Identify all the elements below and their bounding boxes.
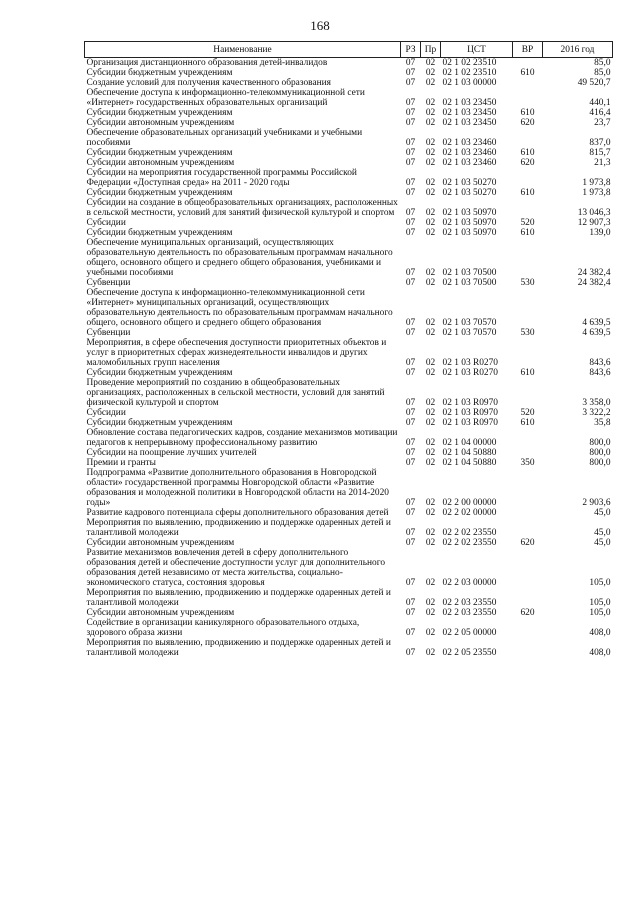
row-pr: 02 <box>425 608 436 618</box>
row-rz: 07 <box>405 648 416 658</box>
budget-table <box>84 41 613 658</box>
table-row <box>85 168 613 188</box>
row-name: Субсидии на мероприятия государственной программы Российской Федерации «Доступная среда» на 2011 - 2020 годы <box>86 168 357 188</box>
row-cst: 02 1 03 23460 <box>442 148 497 158</box>
row-vr: 530 <box>520 278 535 288</box>
table-row <box>85 328 613 338</box>
row-amount: 12 907,3 <box>577 218 611 228</box>
row-vr: 620 <box>520 158 535 168</box>
row-rz: 07 <box>405 108 416 118</box>
row-pr: 02 <box>425 278 436 288</box>
row-pr: 02 <box>425 508 436 518</box>
row-amount: 843,6 <box>589 368 611 378</box>
row-rz: 07 <box>405 228 416 238</box>
column-header-rz: РЗ <box>401 42 421 58</box>
row-pr: 02 <box>425 438 436 448</box>
row-cst: 02 1 03 R0970 <box>442 398 498 408</box>
table-row <box>85 468 613 508</box>
row-cst: 02 1 03 R0970 <box>442 408 498 418</box>
row-name: Субвенции <box>86 328 131 338</box>
row-cst: 02 1 03 50270 <box>442 178 497 188</box>
row-cst: 02 1 03 00000 <box>442 78 497 88</box>
row-name: Субсидии <box>86 408 126 418</box>
row-pr: 02 <box>425 68 436 78</box>
table-row <box>85 228 613 238</box>
row-name: Субсидии бюджетным учреждениям <box>86 368 233 378</box>
row-name: Организация дистанционного образования детей-инвалидов <box>86 58 328 68</box>
row-cst: 02 1 04 50880 <box>442 458 497 468</box>
table-row <box>85 378 613 408</box>
row-cst: 02 2 02 23550 <box>442 528 497 538</box>
row-name: Обеспечение образовательных организаций учебниками и учебными пособиями <box>86 128 363 148</box>
table-row <box>85 368 613 378</box>
row-vr <box>513 618 543 638</box>
row-pr: 02 <box>425 148 436 158</box>
row-cst: 02 1 03 23460 <box>442 138 497 148</box>
table-row <box>85 218 613 228</box>
row-name: Премии и гранты <box>86 458 156 468</box>
row-pr: 02 <box>425 118 436 128</box>
row-amount: 1 973,8 <box>582 178 611 188</box>
row-vr <box>513 58 543 69</box>
row-cst: 02 2 02 00000 <box>442 508 497 518</box>
row-pr: 02 <box>425 538 436 548</box>
row-pr: 02 <box>425 598 436 608</box>
row-amount: 139,0 <box>589 228 611 238</box>
row-amount: 45,0 <box>594 538 611 548</box>
row-rz: 07 <box>405 528 416 538</box>
table-row <box>85 78 613 88</box>
row-pr: 02 <box>425 228 436 238</box>
row-vr <box>513 468 543 508</box>
row-vr <box>513 428 543 448</box>
row-vr: 620 <box>520 538 535 548</box>
table-row <box>85 238 613 278</box>
row-name: Субсидии бюджетным учреждениям <box>86 188 233 198</box>
row-vr <box>513 508 543 518</box>
page-number: 168 <box>310 18 330 33</box>
row-rz: 07 <box>405 208 416 218</box>
table-row <box>85 148 613 158</box>
row-name: Субсидии автономным учреждениям <box>86 608 235 618</box>
row-amount: 800,0 <box>589 448 611 458</box>
row-cst: 02 1 03 70570 <box>442 318 497 328</box>
row-cst: 02 2 05 00000 <box>442 628 497 638</box>
row-pr: 02 <box>425 368 436 378</box>
row-vr: 620 <box>520 118 535 128</box>
row-amount: 45,0 <box>594 508 611 518</box>
row-name: Субвенции <box>86 278 131 288</box>
row-rz: 07 <box>405 628 416 638</box>
row-amount: 105,0 <box>589 598 611 608</box>
row-cst: 02 1 03 23450 <box>442 108 497 118</box>
row-pr: 02 <box>425 328 436 338</box>
row-pr: 02 <box>425 268 436 278</box>
row-name: Обеспечение доступа к информационно-телекоммуникационной сети «Интернет» государственных образовательных организаций <box>86 88 365 108</box>
column-header-vr: ВР <box>513 42 543 58</box>
row-cst: 02 1 04 00000 <box>442 438 497 448</box>
table-row <box>85 68 613 78</box>
table-row <box>85 548 613 588</box>
row-pr: 02 <box>425 458 436 468</box>
row-rz: 07 <box>405 178 416 188</box>
row-cst: 02 1 03 R0270 <box>442 368 498 378</box>
row-amount: 1 973,8 <box>582 188 611 198</box>
table-header-row <box>85 42 613 58</box>
row-cst: 02 2 03 23550 <box>442 608 497 618</box>
row-amount: 105,0 <box>589 578 611 588</box>
row-pr: 02 <box>425 398 436 408</box>
row-vr <box>513 168 543 188</box>
row-pr: 02 <box>425 178 436 188</box>
table-row <box>85 158 613 168</box>
row-amount: 408,0 <box>589 648 611 658</box>
row-pr: 02 <box>425 628 436 638</box>
row-name: Субсидии бюджетным учреждениям <box>86 68 233 78</box>
row-cst: 02 1 03 23450 <box>442 98 497 108</box>
row-amount: 24 382,4 <box>577 278 611 288</box>
row-rz: 07 <box>405 498 416 508</box>
row-name: Проведение мероприятий по созданию в общеобразовательных организациях, расположенных в сельской местности, условий для занятий физической культурой и спортом <box>86 378 385 408</box>
table-row <box>85 408 613 418</box>
row-amount: 416,4 <box>589 108 611 118</box>
row-cst: 02 1 03 70500 <box>442 268 497 278</box>
row-pr: 02 <box>425 648 436 658</box>
row-name: Субсидии бюджетным учреждениям <box>86 418 233 428</box>
row-vr: 610 <box>520 68 535 78</box>
table-row <box>85 188 613 198</box>
row-amount: 23,7 <box>594 118 611 128</box>
column-header-name: Наименование <box>85 42 401 58</box>
row-rz: 07 <box>405 268 416 278</box>
row-rz: 07 <box>405 368 416 378</box>
row-name: Субсидии бюджетным учреждениям <box>86 148 233 158</box>
row-rz: 07 <box>405 578 416 588</box>
table-row <box>85 588 613 608</box>
row-vr: 610 <box>520 418 535 428</box>
table-row <box>85 638 613 658</box>
row-vr <box>513 338 543 368</box>
row-cst: 02 1 03 23450 <box>442 118 497 128</box>
row-rz: 07 <box>405 158 416 168</box>
row-pr: 02 <box>425 408 436 418</box>
row-amount: 4 639,5 <box>582 318 611 328</box>
row-amount: 800,0 <box>589 438 611 448</box>
row-cst: 02 2 03 00000 <box>442 578 497 588</box>
row-cst: 02 1 03 50970 <box>442 218 497 228</box>
row-amount: 105,0 <box>589 608 611 618</box>
row-name: Субсидии на создание в общеобразовательных организациях, расположенных в сельской местности, условий для занятий физической культурой и спортом <box>86 198 398 218</box>
row-rz: 07 <box>405 138 416 148</box>
row-cst: 02 1 03 70570 <box>442 328 497 338</box>
row-name: Субсидии на поощрение лучших учителей <box>86 448 257 458</box>
row-cst: 02 1 03 R0970 <box>442 418 498 428</box>
row-name: Мероприятия по выявлению, продвижению и поддержке одаренных детей и талантливой молодежи <box>86 588 391 608</box>
row-cst: 02 2 03 23550 <box>442 598 497 608</box>
table-row <box>85 118 613 128</box>
row-amount: 24 382,4 <box>577 268 611 278</box>
row-vr: 610 <box>520 108 535 118</box>
row-vr: 610 <box>520 368 535 378</box>
row-rz: 07 <box>405 508 416 518</box>
row-pr: 02 <box>425 58 436 68</box>
row-amount: 35,8 <box>594 418 611 428</box>
row-rz: 07 <box>405 58 416 68</box>
row-rz: 07 <box>405 398 416 408</box>
table-body <box>85 58 613 659</box>
row-name: Мероприятия по выявлению, продвижению и поддержке одаренных детей и талантливой молодежи <box>86 518 391 538</box>
row-rz: 07 <box>405 98 416 108</box>
row-rz: 07 <box>405 68 416 78</box>
row-rz: 07 <box>405 358 416 368</box>
row-rz: 07 <box>405 328 416 338</box>
row-rz: 07 <box>405 408 416 418</box>
row-cst: 02 1 03 R0270 <box>442 358 498 368</box>
table-row <box>85 288 613 328</box>
row-pr: 02 <box>425 98 436 108</box>
row-pr: 02 <box>425 138 436 148</box>
row-cst: 02 1 02 23510 <box>442 68 497 78</box>
table-row <box>85 518 613 538</box>
row-name: Субсидии <box>86 218 126 228</box>
row-amount: 85,0 <box>594 68 611 78</box>
table-row <box>85 128 613 148</box>
table-row <box>85 198 613 218</box>
row-name: Мероприятия по выявлению, продвижению и поддержке одаренных детей и талантливой молодежи <box>86 638 391 658</box>
row-cst: 02 2 02 23550 <box>442 538 497 548</box>
row-rz: 07 <box>405 598 416 608</box>
row-cst: 02 2 00 00000 <box>442 498 497 508</box>
row-vr <box>513 378 543 408</box>
row-vr: 520 <box>520 218 535 228</box>
row-name: Мероприятия, в сфере обеспечения доступности приоритетных объектов и услуг в приоритетных сферах жизнедеятельности инвалидов и других маломобильных групп населения <box>86 338 387 368</box>
row-pr: 02 <box>425 158 436 168</box>
table-row <box>85 428 613 448</box>
row-vr: 520 <box>520 408 535 418</box>
row-amount: 4 639,5 <box>582 328 611 338</box>
row-rz: 07 <box>405 458 416 468</box>
table-row <box>85 418 613 428</box>
table-row <box>85 458 613 468</box>
row-rz: 07 <box>405 418 416 428</box>
row-name: Развитие кадрового потенциала сферы дополнительного образования детей <box>86 508 389 518</box>
row-amount: 2 903,6 <box>582 498 611 508</box>
row-pr: 02 <box>425 578 436 588</box>
row-pr: 02 <box>425 208 436 218</box>
row-pr: 02 <box>425 108 436 118</box>
row-pr: 02 <box>425 448 436 458</box>
row-amount: 440,1 <box>589 98 611 108</box>
column-header-pr: Пр <box>421 42 441 58</box>
table-row <box>85 108 613 118</box>
row-pr: 02 <box>425 318 436 328</box>
row-cst: 02 1 02 23510 <box>442 58 497 68</box>
row-amount: 45,0 <box>594 528 611 538</box>
row-vr <box>513 638 543 658</box>
row-cst: 02 1 03 50970 <box>442 208 497 218</box>
column-header-cst: ЦСТ <box>441 42 513 58</box>
row-cst: 02 1 03 50270 <box>442 188 497 198</box>
table-row <box>85 278 613 288</box>
row-amount: 408,0 <box>589 628 611 638</box>
table-row <box>85 88 613 108</box>
row-pr: 02 <box>425 218 436 228</box>
row-name: Содействие в организации каникулярного образовательного отдыха, здорового образа жизни <box>86 618 360 638</box>
row-rz: 07 <box>405 78 416 88</box>
table-row <box>85 618 613 638</box>
row-vr: 610 <box>520 188 535 198</box>
table-row <box>85 608 613 618</box>
row-rz: 07 <box>405 318 416 328</box>
row-name: Обновление состава педагогических кадров, создание механизмов мотивации педагогов к непрерывному профессиональному развитию <box>86 428 398 448</box>
row-vr <box>513 448 543 458</box>
row-vr <box>513 198 543 218</box>
row-vr <box>513 128 543 148</box>
row-cst: 02 1 04 50880 <box>442 448 497 458</box>
row-amount: 3 322,2 <box>582 408 611 418</box>
row-vr <box>513 238 543 278</box>
row-vr <box>513 588 543 608</box>
row-name: Субсидии автономным учреждениям <box>86 118 235 128</box>
row-rz: 07 <box>405 218 416 228</box>
row-name: Развитие механизмов вовлечения детей в сферу дополнительного образования детей и обеспечение доступности услуг для дополнительного образования детей независимо от места жительства, социально-экономического статуса, состояния здоровья <box>86 548 386 588</box>
row-rz: 07 <box>405 438 416 448</box>
row-name: Подпрограмма «Развитие дополнительного образования в Новгородской области» государственной программы Новгородской области «Развитие образования и молодежной политики в Новгородской области на 2014-2020 годы» <box>86 468 389 508</box>
row-rz: 07 <box>405 148 416 158</box>
row-vr: 350 <box>520 458 535 468</box>
row-pr: 02 <box>425 358 436 368</box>
row-name: Создание условий для получения качественного образования <box>86 78 331 88</box>
row-amount: 837,0 <box>589 138 611 148</box>
row-vr: 530 <box>520 328 535 338</box>
row-amount: 843,6 <box>589 358 611 368</box>
row-rz: 07 <box>405 538 416 548</box>
row-amount: 800,0 <box>589 458 611 468</box>
row-vr <box>513 78 543 88</box>
row-vr <box>513 288 543 328</box>
table-row <box>85 338 613 368</box>
row-pr: 02 <box>425 528 436 538</box>
row-amount: 13 046,3 <box>577 208 611 218</box>
row-amount: 21,3 <box>594 158 611 168</box>
row-vr <box>513 88 543 108</box>
row-cst: 02 2 05 23550 <box>442 648 497 658</box>
column-header-year: 2016 год <box>543 42 613 58</box>
row-pr: 02 <box>425 418 436 428</box>
row-pr: 02 <box>425 188 436 198</box>
row-vr: 610 <box>520 228 535 238</box>
row-vr: 610 <box>520 148 535 158</box>
row-vr <box>513 518 543 538</box>
row-amount: 49 520,7 <box>577 78 611 88</box>
row-pr: 02 <box>425 78 436 88</box>
row-rz: 07 <box>405 448 416 458</box>
row-cst: 02 1 03 70500 <box>442 278 497 288</box>
table-row <box>85 448 613 458</box>
row-pr: 02 <box>425 498 436 508</box>
row-rz: 07 <box>405 188 416 198</box>
row-vr <box>513 548 543 588</box>
row-name: Субсидии бюджетным учреждениям <box>86 108 233 118</box>
row-name: Обеспечение муниципальных организаций, осуществляющих образовательную деятельность по образовательным программам начального общего, основного общего и среднего общего образования, учебниками и учебными пособиями <box>86 238 393 278</box>
row-cst: 02 1 03 50970 <box>442 228 497 238</box>
row-name: Субсидии автономным учреждениям <box>86 538 235 548</box>
row-name: Субсидии автономным учреждениям <box>86 158 235 168</box>
row-vr: 620 <box>520 608 535 618</box>
table-row <box>85 538 613 548</box>
row-name: Субсидии бюджетным учреждениям <box>86 228 233 238</box>
table-row <box>85 508 613 518</box>
row-amount: 85,0 <box>594 58 611 68</box>
row-name: Обеспечение доступа к информационно-телекоммуникационной сети «Интернет» муниципальных организаций, осуществляющих образовательную деятельность по образовательным программам начального общего, основного общего и среднего общего образования <box>86 288 393 328</box>
row-rz: 07 <box>405 118 416 128</box>
row-rz: 07 <box>405 608 416 618</box>
row-amount: 815,7 <box>589 148 611 158</box>
row-cst: 02 1 03 23460 <box>442 158 497 168</box>
table-row <box>85 58 613 69</box>
row-rz: 07 <box>405 278 416 288</box>
row-amount: 3 358,0 <box>582 398 611 408</box>
